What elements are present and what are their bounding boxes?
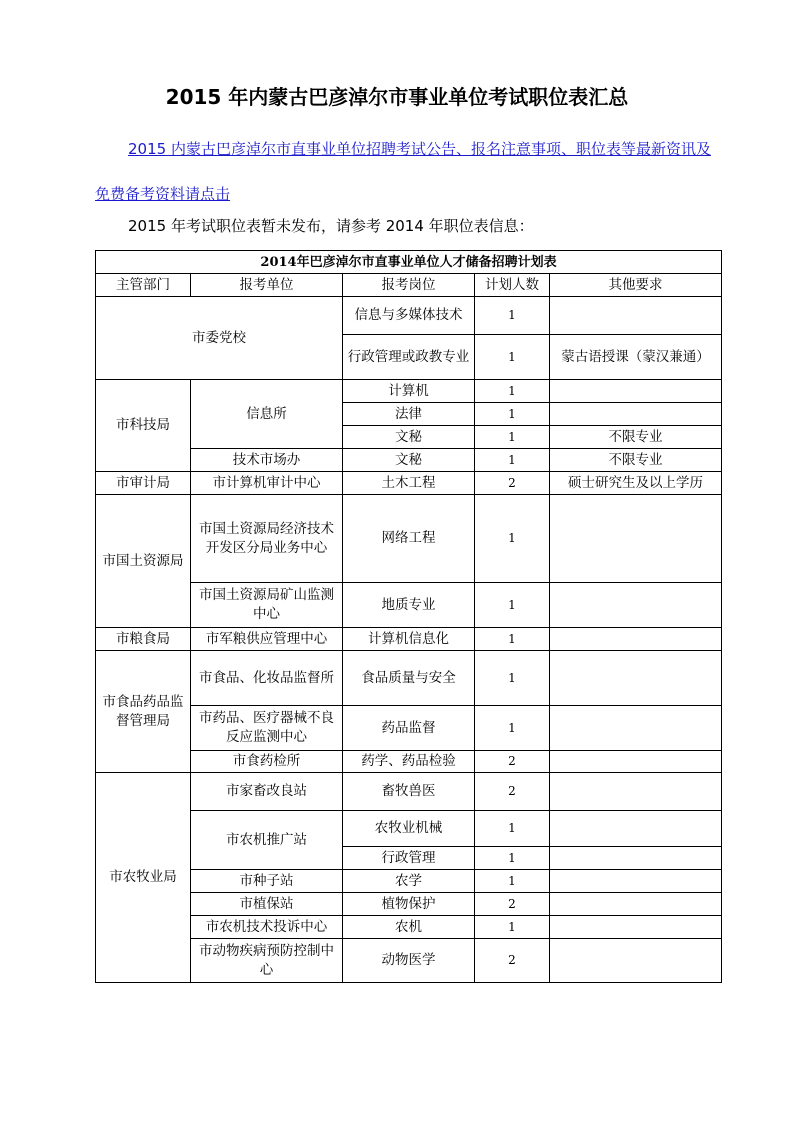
requirement-cell [550, 403, 722, 426]
count-cell: 1 [475, 495, 550, 583]
requirement-cell [550, 297, 722, 335]
unit-cell: 市种子站 [191, 870, 343, 893]
requirement-cell [550, 380, 722, 403]
post-cell: 动物医学 [343, 939, 475, 983]
dept-cell: 市科技局 [96, 380, 191, 472]
post-cell: 植物保护 [343, 893, 475, 916]
table-caption-row [96, 251, 722, 274]
unit-cell: 市国土资源局矿山监测中心 [191, 583, 343, 628]
unit-cell: 市食药检所 [191, 751, 343, 773]
count-cell: 1 [475, 297, 550, 335]
requirement-cell [550, 870, 722, 893]
requirement-cell [550, 847, 722, 870]
count-cell: 1 [475, 583, 550, 628]
count-cell: 1 [475, 651, 550, 706]
requirement-cell [550, 893, 722, 916]
post-cell: 文秘 [343, 449, 475, 472]
table-caption: 2014年巴彦淖尔市直事业单位人才储备招聘计划表 [96, 251, 722, 274]
count-cell: 2 [475, 893, 550, 916]
count-cell: 1 [475, 916, 550, 939]
dept-cell: 市委党校 [96, 297, 343, 380]
dept-cell: 市粮食局 [96, 628, 191, 651]
header-count: 计划人数 [475, 274, 550, 297]
unit-cell: 市农机技术投诉中心 [191, 916, 343, 939]
table-header-row [96, 274, 722, 297]
count-cell: 2 [475, 939, 550, 983]
count-cell: 1 [475, 811, 550, 847]
requirement-cell: 蒙古语授课（蒙汉兼通） [550, 335, 722, 380]
intro-text: 2015 年考试职位表暂未发布，请参考 2014 年职位表信息： [128, 217, 534, 235]
post-cell: 土木工程 [343, 472, 475, 495]
table-row [96, 495, 722, 583]
count-cell: 1 [475, 426, 550, 449]
unit-cell: 市动物疾病预防控制中心 [191, 939, 343, 983]
count-cell: 1 [475, 449, 550, 472]
requirement-cell: 不限专业 [550, 449, 722, 472]
unit-cell: 市国土资源局经济技术开发区分局业务中心 [191, 495, 343, 583]
requirement-cell [550, 773, 722, 811]
requirement-cell [550, 939, 722, 983]
post-cell: 药品监督 [343, 706, 475, 751]
header-dept: 主管部门 [96, 274, 191, 297]
table-row [96, 380, 722, 403]
post-cell: 法律 [343, 403, 475, 426]
post-cell: 地质专业 [343, 583, 475, 628]
unit-cell: 市农机推广站 [191, 811, 343, 870]
count-cell: 2 [475, 751, 550, 773]
post-cell: 药学、药品检验 [343, 751, 475, 773]
dept-cell: 市农牧业局 [96, 773, 191, 983]
count-cell: 1 [475, 380, 550, 403]
post-cell: 食品质量与安全 [343, 651, 475, 706]
post-cell: 网络工程 [343, 495, 475, 583]
unit-cell: 市家畜改良站 [191, 773, 343, 811]
dept-cell: 市食品药品监督管理局 [96, 651, 191, 773]
post-cell: 计算机信息化 [343, 628, 475, 651]
unit-cell: 市药品、医疗器械不良反应监测中心 [191, 706, 343, 751]
unit-cell: 市军粮供应管理中心 [191, 628, 343, 651]
requirement-cell [550, 751, 722, 773]
requirement-cell [550, 628, 722, 651]
header-requirement: 其他要求 [550, 274, 722, 297]
requirement-cell [550, 706, 722, 751]
table-row [96, 773, 722, 811]
count-cell: 2 [475, 773, 550, 811]
post-cell: 畜牧兽医 [343, 773, 475, 811]
header-unit: 报考单位 [191, 274, 343, 297]
post-cell: 文秘 [343, 426, 475, 449]
post-cell: 农学 [343, 870, 475, 893]
post-cell: 行政管理 [343, 847, 475, 870]
requirement-cell: 不限专业 [550, 426, 722, 449]
table-row [96, 472, 722, 495]
count-cell: 2 [475, 472, 550, 495]
unit-cell: 市植保站 [191, 893, 343, 916]
count-cell: 1 [475, 847, 550, 870]
dept-cell: 市审计局 [96, 472, 191, 495]
count-cell: 1 [475, 870, 550, 893]
count-cell: 1 [475, 403, 550, 426]
page-title: 2015 年内蒙古巴彦淖尔市事业单位考试职位表汇总 [165, 85, 629, 109]
requirement-cell [550, 811, 722, 847]
unit-cell: 信息所 [191, 380, 343, 449]
post-cell: 计算机 [343, 380, 475, 403]
count-cell: 1 [475, 335, 550, 380]
promo-link[interactable]: 2015 内蒙古巴彦淖尔市直事业单位招聘考试公告、报名注意事项、职位表等最新资讯及免费备考资料请点击 [95, 140, 711, 203]
requirement-cell: 硕士研究生及以上学历 [550, 472, 722, 495]
requirement-cell [550, 583, 722, 628]
post-cell: 农牧业机械 [343, 811, 475, 847]
requirement-cell [550, 651, 722, 706]
table-row [96, 628, 722, 651]
table-row [96, 651, 722, 706]
requirement-cell [550, 495, 722, 583]
post-cell: 农机 [343, 916, 475, 939]
unit-cell: 市计算机审计中心 [191, 472, 343, 495]
table-row [96, 297, 722, 335]
post-cell: 信息与多媒体技术 [343, 297, 475, 335]
post-cell: 行政管理或政教专业 [343, 335, 475, 380]
recruitment-plan-table [95, 250, 722, 983]
dept-cell: 市国土资源局 [96, 495, 191, 628]
unit-cell: 市食品、化妆品监督所 [191, 651, 343, 706]
count-cell: 1 [475, 706, 550, 751]
requirement-cell [550, 916, 722, 939]
header-post: 报考岗位 [343, 274, 475, 297]
unit-cell: 技术市场办 [191, 449, 343, 472]
count-cell: 1 [475, 628, 550, 651]
